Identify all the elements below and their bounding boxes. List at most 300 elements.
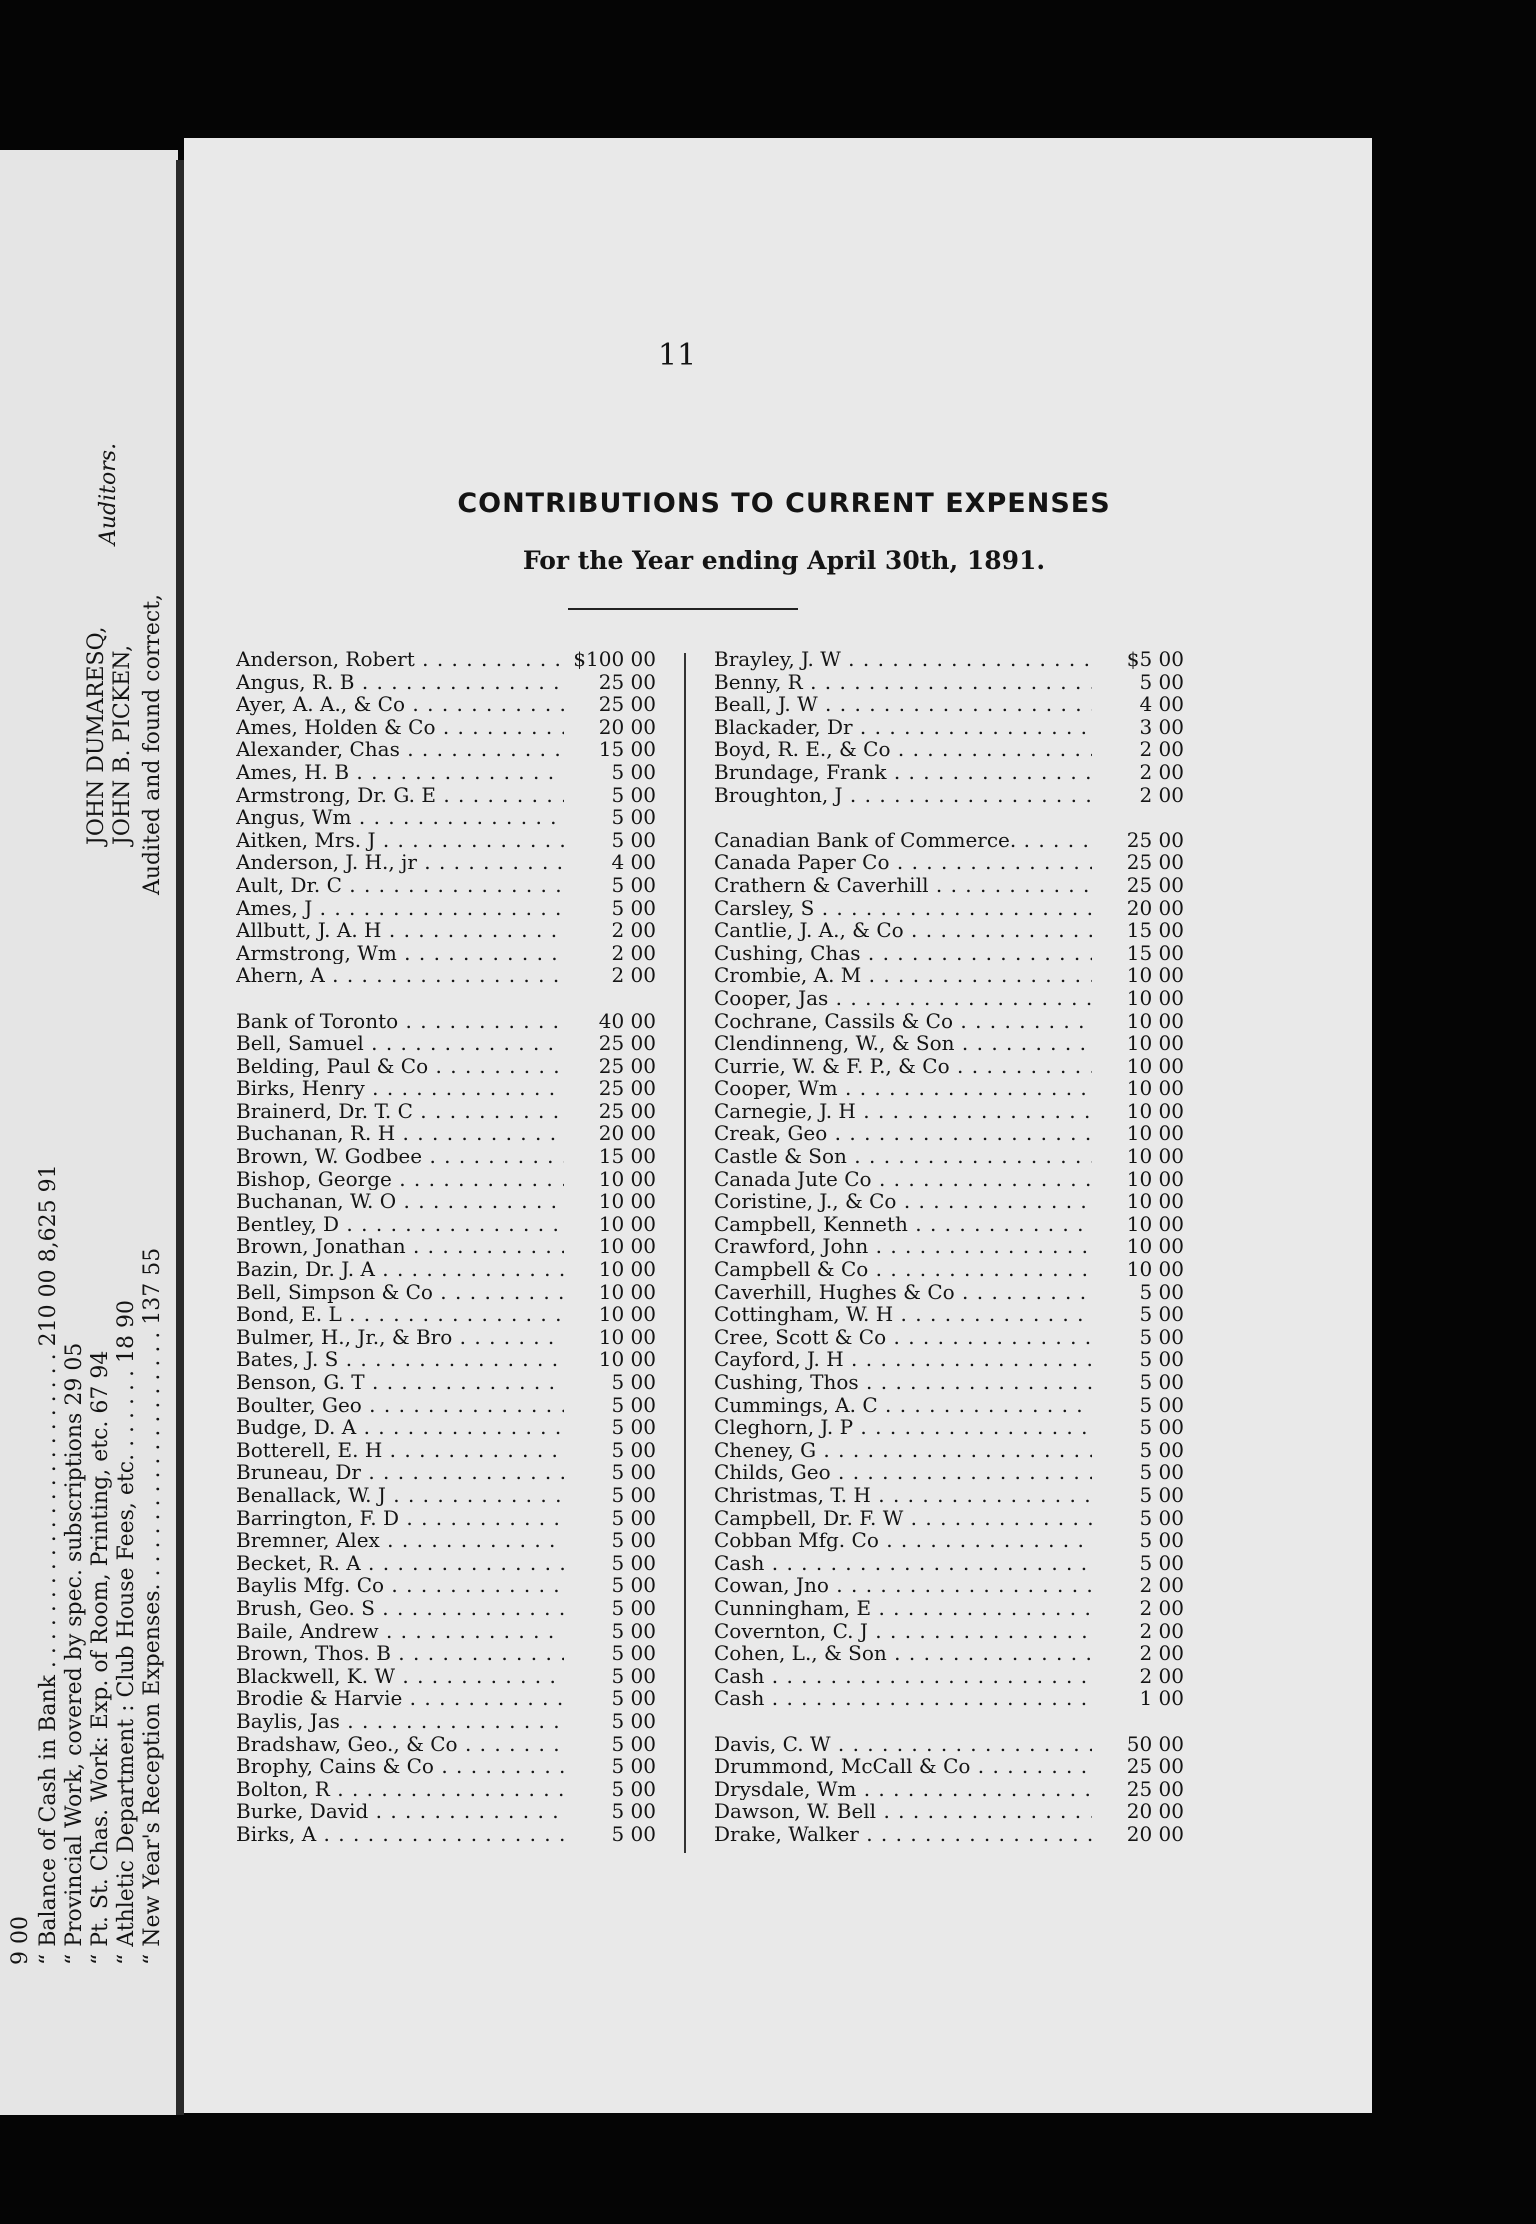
contribution-row: [714, 1032, 1184, 1055]
contribution-row: [714, 1348, 1184, 1371]
contributor-name: Brophy, Cains & Co . . .: [236, 1755, 564, 1778]
contributor-name: Canada Paper Co . . .: [714, 851, 1092, 874]
contribution-row: [714, 942, 1184, 965]
contribution-amount: 10 00: [564, 1303, 656, 1326]
contribution-row: [714, 851, 1184, 874]
contribution-row: [714, 1507, 1184, 1530]
contributor-name: Carnegie, J. H . . .: [714, 1100, 1092, 1123]
contribution-amount: 10 00: [564, 1190, 656, 1213]
contribution-amount: 2 00: [1092, 761, 1184, 784]
contributor-name: Ames, J . . .: [236, 897, 564, 920]
contribution-row: [714, 738, 1184, 761]
contribution-amount: 10 00: [1092, 1168, 1184, 1191]
page-subtitle: For the Year ending April 30th, 1891.: [522, 546, 1046, 575]
contributor-name: Cooper, Wm . . .: [714, 1077, 1092, 1100]
contribution-amount: 25 00: [564, 693, 656, 716]
contribution-row: [236, 1122, 656, 1145]
contribution-row: [714, 1416, 1184, 1439]
contribution-amount: 5 00: [1092, 1348, 1184, 1371]
contribution-amount: $100 00: [564, 648, 656, 671]
left-page-fragment: [0, 150, 178, 2115]
contributor-name: Cayford, J. H . . .: [714, 1348, 1092, 1371]
contribution-row: [714, 648, 1184, 671]
contributor-name: Cash . . .: [714, 1665, 1092, 1688]
contribution-amount: 5 00: [564, 1733, 656, 1756]
contribution-amount: 5 00: [564, 1800, 656, 1823]
contributor-name: Birks, Henry . . .: [236, 1077, 564, 1100]
contributor-name: Beall, J. W . . .: [714, 693, 1092, 716]
contribution-amount: 5 00: [564, 1439, 656, 1462]
contribution-row: [714, 897, 1184, 920]
list-spacer: [714, 1710, 1184, 1733]
contribution-amount: 5 00: [1092, 1507, 1184, 1530]
contribution-row: [714, 964, 1184, 987]
contribution-row: [714, 919, 1184, 942]
contribution-amount: 3 00: [1092, 716, 1184, 739]
contributor-name: Bremner, Alex . . .: [236, 1529, 564, 1552]
contribution-amount: 20 00: [1092, 897, 1184, 920]
contribution-row: [236, 1461, 656, 1484]
contribution-row: [236, 738, 656, 761]
contributor-name: Boyd, R. E., & Co . . .: [714, 738, 1092, 761]
contributor-name: Brown, W. Godbee . . .: [236, 1145, 564, 1168]
contribution-amount: 10 00: [1092, 1077, 1184, 1100]
contribution-amount: 20 00: [564, 1122, 656, 1145]
contributor-name: Cree, Scott & Co . . .: [714, 1326, 1092, 1349]
contributor-name: Cobban Mfg. Co . . .: [714, 1529, 1092, 1552]
contribution-row: [714, 1055, 1184, 1078]
contributor-name: Belding, Paul & Co . . .: [236, 1055, 564, 1078]
contribution-row: [236, 1507, 656, 1530]
contribution-row: [714, 1122, 1184, 1145]
contribution-amount: 10 00: [564, 1168, 656, 1191]
contributor-name: Cleghorn, J. P . . .: [714, 1416, 1092, 1439]
contribution-amount: 5 00: [564, 1416, 656, 1439]
contribution-row: [714, 1642, 1184, 1665]
contribution-amount: 25 00: [564, 671, 656, 694]
contributions-left-column: [236, 648, 656, 1845]
contributor-name: Buchanan, W. O . . .: [236, 1190, 564, 1213]
contribution-row: [236, 1484, 656, 1507]
contribution-amount: 10 00: [564, 1235, 656, 1258]
contribution-row: [714, 1394, 1184, 1417]
contribution-amount: 25 00: [1092, 1778, 1184, 1801]
contribution-row: [236, 1642, 656, 1665]
contribution-row: [236, 1258, 656, 1281]
contribution-amount: 20 00: [1092, 1823, 1184, 1846]
contribution-amount: 5 00: [564, 1665, 656, 1688]
contributor-name: Allbutt, J. A. H . . .: [236, 919, 564, 942]
contribution-row: [236, 1597, 656, 1620]
contributor-name: Crathern & Caverhill . . .: [714, 874, 1092, 897]
contribution-row: [236, 784, 656, 807]
contributor-name: Alexander, Chas . . .: [236, 738, 564, 761]
contribution-row: [714, 1326, 1184, 1349]
list-spacer: [236, 987, 656, 1010]
contribution-amount: 5 00: [1092, 1326, 1184, 1349]
contribution-amount: 2 00: [564, 942, 656, 965]
contribution-row: [236, 761, 656, 784]
contribution-amount: 2 00: [1092, 1665, 1184, 1688]
contributor-name: Drake, Walker . . .: [714, 1823, 1092, 1846]
contributor-name: Blackwell, K. W . . .: [236, 1665, 564, 1688]
contributor-name: Campbell, Dr. F. W . . .: [714, 1507, 1092, 1530]
contributor-name: Bishop, George . . .: [236, 1168, 564, 1191]
contributor-name: Brown, Thos. B . . .: [236, 1642, 564, 1665]
contributor-name: Birks, A . . .: [236, 1823, 564, 1846]
contributor-name: Bentley, D . . .: [236, 1213, 564, 1236]
contribution-amount: 5 00: [564, 1710, 656, 1733]
contributor-name: Bank of Toronto . . .: [236, 1010, 564, 1033]
contribution-row: [236, 1010, 656, 1033]
contribution-amount: 15 00: [564, 738, 656, 761]
contribution-amount: 5 00: [1092, 1484, 1184, 1507]
contributor-name: Ayer, A. A., & Co . . .: [236, 693, 564, 716]
contribution-row: [714, 784, 1184, 807]
contribution-amount: 10 00: [1092, 1213, 1184, 1236]
contribution-row: [714, 1077, 1184, 1100]
contribution-row: [236, 1348, 656, 1371]
contribution-row: [236, 1733, 656, 1756]
contributor-name: Ames, Holden & Co . . .: [236, 716, 564, 739]
contributor-name: Currie, W. & F. P., & Co . . .: [714, 1055, 1092, 1078]
contribution-row: [714, 716, 1184, 739]
contribution-amount: 5 00: [1092, 1529, 1184, 1552]
contribution-row: [236, 1281, 656, 1304]
contribution-amount: 2 00: [1092, 738, 1184, 761]
contribution-row: [236, 1168, 656, 1191]
contribution-row: [714, 671, 1184, 694]
contributor-name: Benny, R . . .: [714, 671, 1092, 694]
contributor-name: Cochrane, Cassils & Co . . .: [714, 1010, 1092, 1033]
contribution-amount: 2 00: [564, 919, 656, 942]
contribution-amount: 10 00: [1092, 1100, 1184, 1123]
contribution-amount: 5 00: [564, 1574, 656, 1597]
left-page-line: “ Athletic Department : Club House Fees, etc. . . . . . . 18 90: [114, 1300, 139, 1965]
contribution-row: [236, 1371, 656, 1394]
contributor-name: Blackader, Dr . . .: [714, 716, 1092, 739]
contribution-row: [714, 1620, 1184, 1643]
contribution-row: [236, 1620, 656, 1643]
contributions-right-column: [714, 648, 1184, 1845]
contribution-row: [714, 1529, 1184, 1552]
contributor-name: Childs, Geo . . .: [714, 1461, 1092, 1484]
contribution-row: [714, 1190, 1184, 1213]
contribution-amount: 10 00: [564, 1258, 656, 1281]
contribution-amount: 5 00: [564, 784, 656, 807]
contribution-amount: 2 00: [1092, 1620, 1184, 1643]
contribution-row: [714, 1145, 1184, 1168]
contribution-row: [714, 1010, 1184, 1033]
contribution-row: [714, 693, 1184, 716]
auditor-name: JOHN DUMARESQ,: [84, 626, 109, 845]
contribution-amount: 5 00: [564, 1620, 656, 1643]
contribution-row: [714, 1687, 1184, 1710]
contribution-row: [714, 1755, 1184, 1778]
contribution-amount: 5 00: [1092, 1461, 1184, 1484]
contributor-name: Coristine, J., & Co . . .: [714, 1190, 1092, 1213]
contribution-amount: 15 00: [1092, 942, 1184, 965]
contribution-row: [236, 648, 656, 671]
contributor-name: Baylis, Jas . . .: [236, 1710, 564, 1733]
contribution-row: [236, 897, 656, 920]
contribution-amount: 5 00: [564, 897, 656, 920]
list-spacer: [714, 806, 1184, 829]
page-title: CONTRIBUTIONS TO CURRENT EXPENSES: [457, 488, 1111, 519]
contributor-name: Armstrong, Dr. G. E . . .: [236, 784, 564, 807]
contributor-name: Buchanan, R. H . . .: [236, 1122, 564, 1145]
contribution-amount: 2 00: [564, 964, 656, 987]
contributor-name: Drummond, McCall & Co . . .: [714, 1755, 1092, 1778]
auditor-name: JOHN B. PICKEN,: [110, 644, 135, 845]
contributor-name: Bond, E. L . . .: [236, 1303, 564, 1326]
contribution-row: [236, 1303, 656, 1326]
contribution-row: [236, 1100, 656, 1123]
contribution-row: [236, 693, 656, 716]
contribution-amount: 20 00: [1092, 1800, 1184, 1823]
left-page-line: “ Provincial Work, covered by spec. subscriptions 29 05: [62, 1342, 87, 1965]
document-page: [184, 138, 1372, 2113]
contribution-row: [236, 1190, 656, 1213]
contribution-amount: 5 00: [564, 1529, 656, 1552]
contribution-amount: 25 00: [1092, 1755, 1184, 1778]
contributor-name: Cunningham, E . . .: [714, 1597, 1092, 1620]
contribution-row: [236, 1665, 656, 1688]
contributor-name: Castle & Son . . .: [714, 1145, 1092, 1168]
contribution-row: [236, 1778, 656, 1801]
left-page-line: “ Pt. St. Chas. Work: Exp. of Room, Printing, etc. 67 94: [88, 1350, 113, 1965]
contribution-row: [236, 1145, 656, 1168]
contribution-amount: 4 00: [1092, 693, 1184, 716]
contribution-row: [714, 1258, 1184, 1281]
contributor-name: Cushing, Chas . . .: [714, 942, 1092, 965]
contribution-amount: 1 00: [1092, 1687, 1184, 1710]
contribution-row: [236, 942, 656, 965]
contribution-row: [714, 987, 1184, 1010]
contribution-row: [236, 1710, 656, 1733]
contribution-row: [714, 1778, 1184, 1801]
contribution-amount: 4 00: [564, 851, 656, 874]
contributor-name: Ahern, A . . .: [236, 964, 564, 987]
contribution-amount: 5 00: [564, 829, 656, 852]
contribution-amount: 10 00: [1092, 1032, 1184, 1055]
contribution-row: [714, 874, 1184, 897]
contributor-name: Benson, G. T . . .: [236, 1371, 564, 1394]
contributor-name: Bell, Samuel . . .: [236, 1032, 564, 1055]
left-page-rotated-text: [0, 150, 178, 2115]
contributor-name: Budge, D. A . . .: [236, 1416, 564, 1439]
contribution-row: [236, 1552, 656, 1575]
contribution-amount: 2 00: [1092, 1597, 1184, 1620]
left-page-line: “ New Year's Reception Expenses. . . . . . . . . . . . . . . . . . . 137 55: [140, 1247, 165, 1965]
contribution-row: [714, 1303, 1184, 1326]
contributor-name: Burke, David . . .: [236, 1800, 564, 1823]
contributor-name: Anderson, J. H., jr . . .: [236, 851, 564, 874]
contribution-amount: 5 00: [564, 1687, 656, 1710]
contribution-amount: 10 00: [564, 1281, 656, 1304]
column-divider: [684, 653, 686, 1853]
contributor-name: Brundage, Frank . . .: [714, 761, 1092, 784]
contribution-amount: 15 00: [564, 1145, 656, 1168]
contributor-name: Boulter, Geo . . .: [236, 1394, 564, 1417]
contribution-row: [714, 1100, 1184, 1123]
contribution-amount: 25 00: [1092, 829, 1184, 852]
contribution-amount: 10 00: [564, 1326, 656, 1349]
contribution-row: [236, 1755, 656, 1778]
contribution-amount: 2 00: [1092, 1642, 1184, 1665]
contributor-name: Ames, H. B . . .: [236, 761, 564, 784]
contribution-amount: 5 00: [564, 1461, 656, 1484]
contributor-name: Brainerd, Dr. T. C . . .: [236, 1100, 564, 1123]
contribution-amount: 5 00: [1092, 1416, 1184, 1439]
contributor-name: Aitken, Mrs. J . . .: [236, 829, 564, 852]
contributor-name: Becket, R. A . . .: [236, 1552, 564, 1575]
contribution-amount: 5 00: [564, 1371, 656, 1394]
contribution-row: [236, 1326, 656, 1349]
contributor-name: Cash . . .: [714, 1687, 1092, 1710]
contribution-row: [714, 1597, 1184, 1620]
contribution-amount: 10 00: [1092, 1010, 1184, 1033]
contributor-name: Baile, Andrew . . .: [236, 1620, 564, 1643]
contribution-amount: 2 00: [1092, 784, 1184, 807]
contributor-name: Cottingham, W. H . . .: [714, 1303, 1092, 1326]
contributor-name: Bell, Simpson & Co . . .: [236, 1281, 564, 1304]
contribution-amount: 25 00: [564, 1100, 656, 1123]
contributor-name: Crombie, A. M . . .: [714, 964, 1092, 987]
contributor-name: Botterell, E. H . . .: [236, 1439, 564, 1462]
contribution-row: [714, 1371, 1184, 1394]
contributor-name: Cushing, Thos . . .: [714, 1371, 1092, 1394]
contribution-amount: 5 00: [1092, 1303, 1184, 1326]
contributor-name: Cantlie, J. A., & Co . . .: [714, 919, 1092, 942]
contribution-amount: 15 00: [1092, 919, 1184, 942]
left-page-line: “ Balance of Cash in Bank . . . . . . . . . . . . . . . . . . . . . . . 210 00 8,625 91: [36, 1164, 61, 1965]
contribution-amount: 20 00: [564, 716, 656, 739]
contribution-row: [714, 1823, 1184, 1846]
contribution-row: [236, 1439, 656, 1462]
contributor-name: Cohen, L., & Son . . .: [714, 1642, 1092, 1665]
contribution-row: [236, 874, 656, 897]
auditors-label: Auditors.: [96, 442, 121, 545]
contributor-name: Angus, Wm . . .: [236, 806, 564, 829]
contribution-amount: 5 00: [564, 1823, 656, 1846]
contribution-amount: 5 00: [564, 874, 656, 897]
contributor-name: Barrington, F. D . . .: [236, 1507, 564, 1530]
contribution-amount: 5 00: [1092, 671, 1184, 694]
contribution-amount: 10 00: [1092, 1258, 1184, 1281]
contributor-name: Canada Jute Co . . .: [714, 1168, 1092, 1191]
contribution-row: [236, 1213, 656, 1236]
contribution-row: [714, 1665, 1184, 1688]
contribution-amount: 5 00: [564, 806, 656, 829]
contributor-name: Crawford, John . . .: [714, 1235, 1092, 1258]
contribution-amount: 2 00: [1092, 1574, 1184, 1597]
contribution-row: [714, 1733, 1184, 1756]
contributor-name: Baylis Mfg. Co . . .: [236, 1574, 564, 1597]
contributor-name: Bates, J. S . . .: [236, 1348, 564, 1371]
contributor-name: Bradshaw, Geo., & Co . . .: [236, 1733, 564, 1756]
contribution-row: [714, 1484, 1184, 1507]
contributor-name: Cummings, A. C . . .: [714, 1394, 1092, 1417]
contribution-row: [714, 1168, 1184, 1191]
contribution-amount: 5 00: [1092, 1439, 1184, 1462]
contributor-name: Drysdale, Wm . . .: [714, 1778, 1092, 1801]
left-page-line: 9 00: [8, 1916, 33, 1965]
contributor-name: Christmas, T. H . . .: [714, 1484, 1092, 1507]
contributor-name: Creak, Geo . . .: [714, 1122, 1092, 1145]
contribution-row: [236, 1687, 656, 1710]
contributor-name: Davis, C. W . . .: [714, 1733, 1092, 1756]
contribution-row: [236, 1394, 656, 1417]
contributor-name: Bolton, R . . .: [236, 1778, 564, 1801]
contribution-amount: 5 00: [564, 1484, 656, 1507]
contribution-row: [236, 1235, 656, 1258]
contribution-row: [714, 1574, 1184, 1597]
contribution-row: [236, 1800, 656, 1823]
contributor-name: Campbell & Co . . .: [714, 1258, 1092, 1281]
contribution-amount: 5 00: [1092, 1552, 1184, 1575]
contributor-name: Caverhill, Hughes & Co . . .: [714, 1281, 1092, 1304]
contributor-name: Brush, Geo. S . . .: [236, 1597, 564, 1620]
auditors-intro: Audited and found correct,: [140, 593, 165, 895]
contribution-amount: 5 00: [564, 1642, 656, 1665]
contribution-amount: 5 00: [564, 1597, 656, 1620]
contribution-row: [236, 716, 656, 739]
contribution-amount: 5 00: [564, 1778, 656, 1801]
contributor-name: Brayley, J. W . . .: [714, 648, 1092, 671]
contribution-row: [236, 1823, 656, 1846]
contribution-row: [714, 1281, 1184, 1304]
contribution-amount: 25 00: [564, 1055, 656, 1078]
contributor-name: Cheney, G . . .: [714, 1439, 1092, 1462]
contributor-name: Cooper, Jas . . .: [714, 987, 1092, 1010]
contribution-amount: 10 00: [564, 1213, 656, 1236]
contribution-row: [236, 851, 656, 874]
contribution-row: [714, 761, 1184, 784]
contributor-name: Dawson, W. Bell . . .: [714, 1800, 1092, 1823]
contribution-amount: 10 00: [1092, 1145, 1184, 1168]
contribution-amount: 5 00: [1092, 1394, 1184, 1417]
contributor-name: Covernton, C. J . . .: [714, 1620, 1092, 1643]
contributor-name: Bazin, Dr. J. A . . .: [236, 1258, 564, 1281]
contribution-row: [714, 1235, 1184, 1258]
contributor-name: Cowan, Jno . . .: [714, 1574, 1092, 1597]
contribution-amount: 5 00: [1092, 1371, 1184, 1394]
contributor-name: Benallack, W. J . . .: [236, 1484, 564, 1507]
page-number: 11: [658, 338, 697, 373]
contribution-amount: 10 00: [1092, 1235, 1184, 1258]
contribution-amount: 10 00: [1092, 964, 1184, 987]
contribution-row: [714, 1439, 1184, 1462]
contribution-row: [236, 829, 656, 852]
contribution-row: [236, 1529, 656, 1552]
contribution-amount: 10 00: [1092, 1055, 1184, 1078]
contributor-name: Bulmer, H., Jr., & Bro . . .: [236, 1326, 564, 1349]
contribution-amount: $5 00: [1092, 648, 1184, 671]
contributor-name: Canadian Bank of Commerce. . . .: [714, 829, 1092, 852]
contribution-amount: 5 00: [564, 1755, 656, 1778]
contribution-row: [714, 1552, 1184, 1575]
contribution-amount: 5 00: [564, 1394, 656, 1417]
contribution-amount: 50 00: [1092, 1733, 1184, 1756]
book-spine: [176, 160, 184, 2115]
contributor-name: Anderson, Robert . . .: [236, 648, 564, 671]
contributor-name: Brown, Jonathan . . .: [236, 1235, 564, 1258]
contributor-name: Brodie & Harvie . . .: [236, 1687, 564, 1710]
contributor-name: Campbell, Kenneth . . .: [714, 1213, 1092, 1236]
contribution-amount: 10 00: [1092, 987, 1184, 1010]
contribution-amount: 25 00: [564, 1032, 656, 1055]
